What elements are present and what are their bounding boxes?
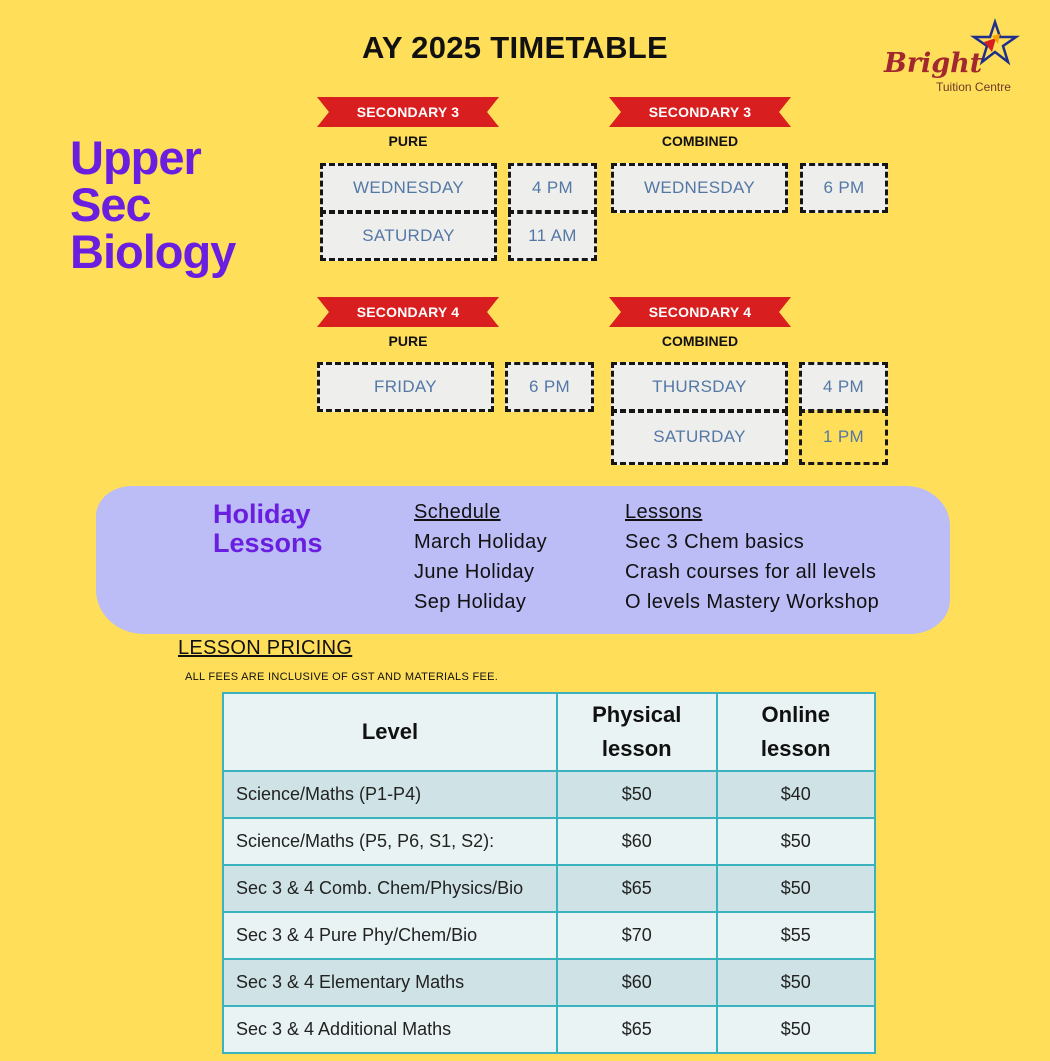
table-row	[223, 1006, 875, 1053]
stream-label-combined: COMBINED	[661, 333, 739, 349]
header-physical-line-1: Physical	[592, 702, 682, 727]
schedule-item: June Holiday	[414, 561, 535, 583]
slot-day: FRIDAY	[317, 362, 494, 412]
table-row	[223, 771, 875, 818]
lesson-item: O levels Mastery Workshop	[625, 591, 880, 613]
cell-physical: $65	[557, 1006, 717, 1053]
cell-physical: $60	[557, 818, 717, 865]
table-header-row	[223, 693, 875, 771]
lesson-item: Sec 3 Chem basics	[625, 531, 805, 553]
subject-line-1: Upper	[70, 131, 201, 184]
cell-physical: $65	[557, 865, 717, 912]
cell-level: Science/Maths (P5, P6, S1, S2):	[223, 818, 557, 865]
cell-online: $50	[717, 1006, 875, 1053]
slot-time: 6 PM	[800, 163, 888, 213]
holiday-lessons	[625, 497, 879, 617]
lesson-item: Crash courses for all levels	[625, 561, 877, 583]
pricing-note: ALL FEES ARE INCLUSIVE OF GST AND MATERIALS FEE.	[185, 671, 499, 683]
header-physical-line-2: lesson	[601, 736, 672, 761]
header-online-line-2: lesson	[760, 736, 831, 761]
header-online	[717, 693, 875, 771]
header-level-label: Level	[361, 719, 419, 744]
cell-physical: $50	[557, 771, 717, 818]
ribbon-sec3-pure	[317, 97, 499, 127]
holiday-schedule	[414, 497, 547, 617]
cell-online: $50	[717, 818, 875, 865]
table-row	[223, 912, 875, 959]
schedule-item: March Holiday	[414, 531, 548, 553]
logo-wordmark: Bright	[884, 48, 983, 79]
subject-line-2: Sec	[70, 178, 151, 231]
slot-time: 4 PM	[799, 362, 888, 412]
cell-level: Sec 3 & 4 Additional Maths	[223, 1006, 557, 1053]
ribbon-sec4-pure	[317, 297, 499, 327]
pricing-title: LESSON PRICING	[178, 637, 353, 659]
slot-day: WEDNESDAY	[611, 163, 788, 213]
cell-physical: $60	[557, 959, 717, 1006]
cell-online: $40	[717, 771, 875, 818]
pricing-table	[222, 692, 876, 1054]
holiday-title	[213, 500, 323, 558]
slot-time: 1 PM	[799, 410, 888, 465]
schedule-item: Sep Holiday	[414, 591, 527, 613]
slot-day: SATURDAY	[320, 211, 497, 261]
cell-level: Sec 3 & 4 Elementary Maths	[223, 959, 557, 1006]
stream-label-pure: PURE	[388, 333, 428, 349]
table-row	[223, 818, 875, 865]
cell-level: Science/Maths (P1-P4)	[223, 771, 557, 818]
stream-label-pure: PURE	[388, 133, 428, 149]
header-online-line-1: Online	[761, 702, 830, 727]
cell-level: Sec 3 & 4 Comb. Chem/Physics/Bio	[223, 865, 557, 912]
subject-heading	[70, 131, 236, 278]
cell-online: $50	[717, 959, 875, 1006]
ribbon-label: SECONDARY 4	[648, 304, 752, 320]
page-title: AY 2025 TIMETABLE	[361, 30, 669, 65]
lessons-header: Lessons	[625, 501, 703, 523]
slot-day: WEDNESDAY	[320, 163, 497, 213]
holiday-title-line-2: Lessons	[213, 528, 323, 558]
ribbon-label: SECONDARY 4	[356, 304, 460, 320]
slot-time: 11 AM	[508, 211, 597, 261]
bright-logo	[880, 18, 1030, 100]
holiday-title-line-1: Holiday	[213, 499, 311, 529]
cell-online: $55	[717, 912, 875, 959]
ribbon-label: SECONDARY 3	[648, 104, 752, 120]
schedule-header: Schedule	[414, 501, 501, 523]
ribbon-label: SECONDARY 3	[356, 104, 460, 120]
cell-online: $50	[717, 865, 875, 912]
subject-line-3: Biology	[70, 225, 236, 278]
star-logo-icon	[970, 18, 1020, 68]
table-row	[223, 865, 875, 912]
ribbon-sec4-combined	[609, 297, 791, 327]
header-level	[223, 693, 557, 771]
table-row	[223, 959, 875, 1006]
ribbon-sec3-combined	[609, 97, 791, 127]
slot-time: 4 PM	[508, 163, 597, 213]
slot-day: THURSDAY	[611, 362, 788, 412]
logo-subtext: Tuition Centre	[936, 80, 1011, 94]
header-physical	[557, 693, 717, 771]
stream-label-combined: COMBINED	[661, 133, 739, 149]
cell-physical: $70	[557, 912, 717, 959]
slot-day: SATURDAY	[611, 410, 788, 465]
slot-time: 6 PM	[505, 362, 594, 412]
cell-level: Sec 3 & 4 Pure Phy/Chem/Bio	[223, 912, 557, 959]
